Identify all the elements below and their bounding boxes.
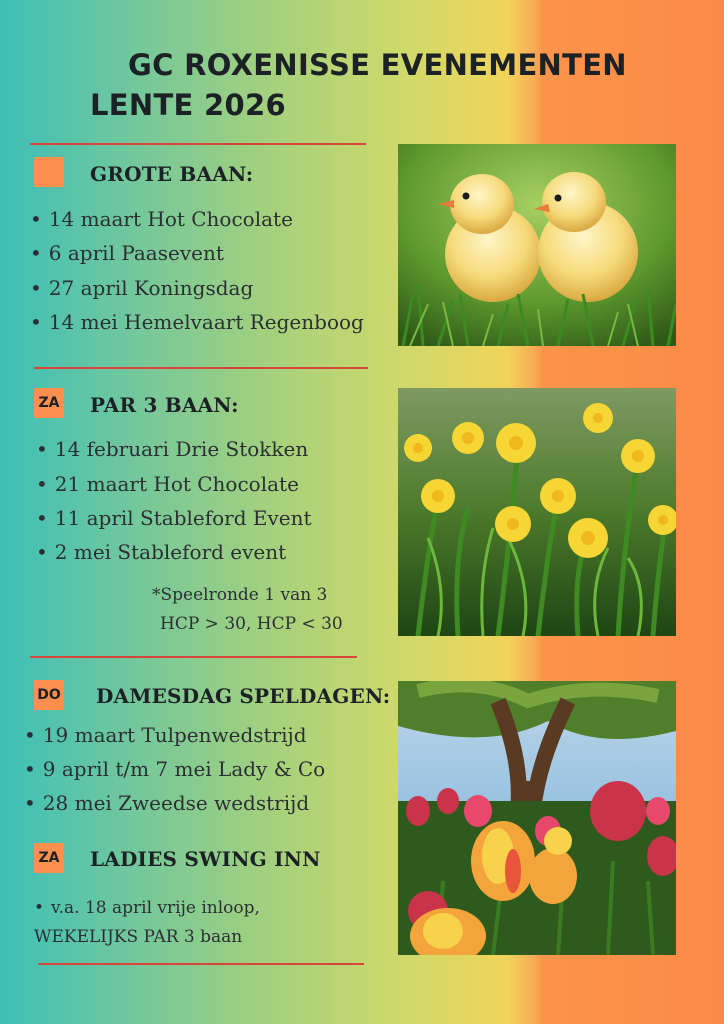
- note-speelronde: *Speelronde 1 van 3: [152, 585, 328, 605]
- list-item: • 11 april Stableford Event: [36, 506, 312, 530]
- chicks-photo: [398, 144, 676, 346]
- list-item: • 9 april t/m 7 mei Lady & Co: [24, 757, 325, 781]
- badge-ladies: ZA: [34, 843, 64, 873]
- list-item: • 14 maart Hot Chocolate: [30, 207, 293, 231]
- note-hcp: HCP > 30, HCP < 30: [160, 614, 343, 634]
- heading-par3: PAR 3 BAAN:: [90, 393, 239, 417]
- badge-damesdag: DO: [34, 680, 64, 710]
- divider-grote-baan: [34, 367, 368, 369]
- page-subtitle: LENTE 2026: [90, 88, 286, 122]
- list-item: • 14 mei Hemelvaart Regenboog: [30, 310, 364, 334]
- list-item: • 19 maart Tulpenwedstrijd: [24, 723, 307, 747]
- list-item: • 14 februari Drie Stokken: [36, 437, 308, 461]
- badge-par3: ZA: [34, 388, 64, 418]
- tulips-tree-photo: [398, 681, 676, 955]
- divider-bottom: [38, 963, 364, 965]
- list-item: • 27 april Koningsdag: [30, 276, 253, 300]
- heading-damesdag: DAMESDAG SPELDAGEN:: [96, 684, 391, 708]
- daffodils-photo: [398, 388, 676, 636]
- list-item: • 2 mei Stableford event: [36, 540, 286, 564]
- heading-ladies-swing-inn: LADIES SWING INN: [90, 847, 321, 871]
- divider-par3: [30, 656, 357, 658]
- heading-grote-baan: GROTE BAAN:: [90, 162, 254, 186]
- list-item: • 28 mei Zweedse wedstrijd: [24, 791, 309, 815]
- list-item: • 6 april Paasevent: [30, 241, 224, 265]
- section-square-grote-baan: [34, 157, 64, 187]
- list-item: • 21 maart Hot Chocolate: [36, 472, 299, 496]
- note-wekelijks: WEKELIJKS PAR 3 baan: [34, 927, 243, 947]
- page-title: GC ROXENISSE EVENEMENTEN: [128, 48, 627, 82]
- list-item: • v.a. 18 april vrije inloop,: [34, 898, 260, 918]
- divider-top: [30, 143, 366, 145]
